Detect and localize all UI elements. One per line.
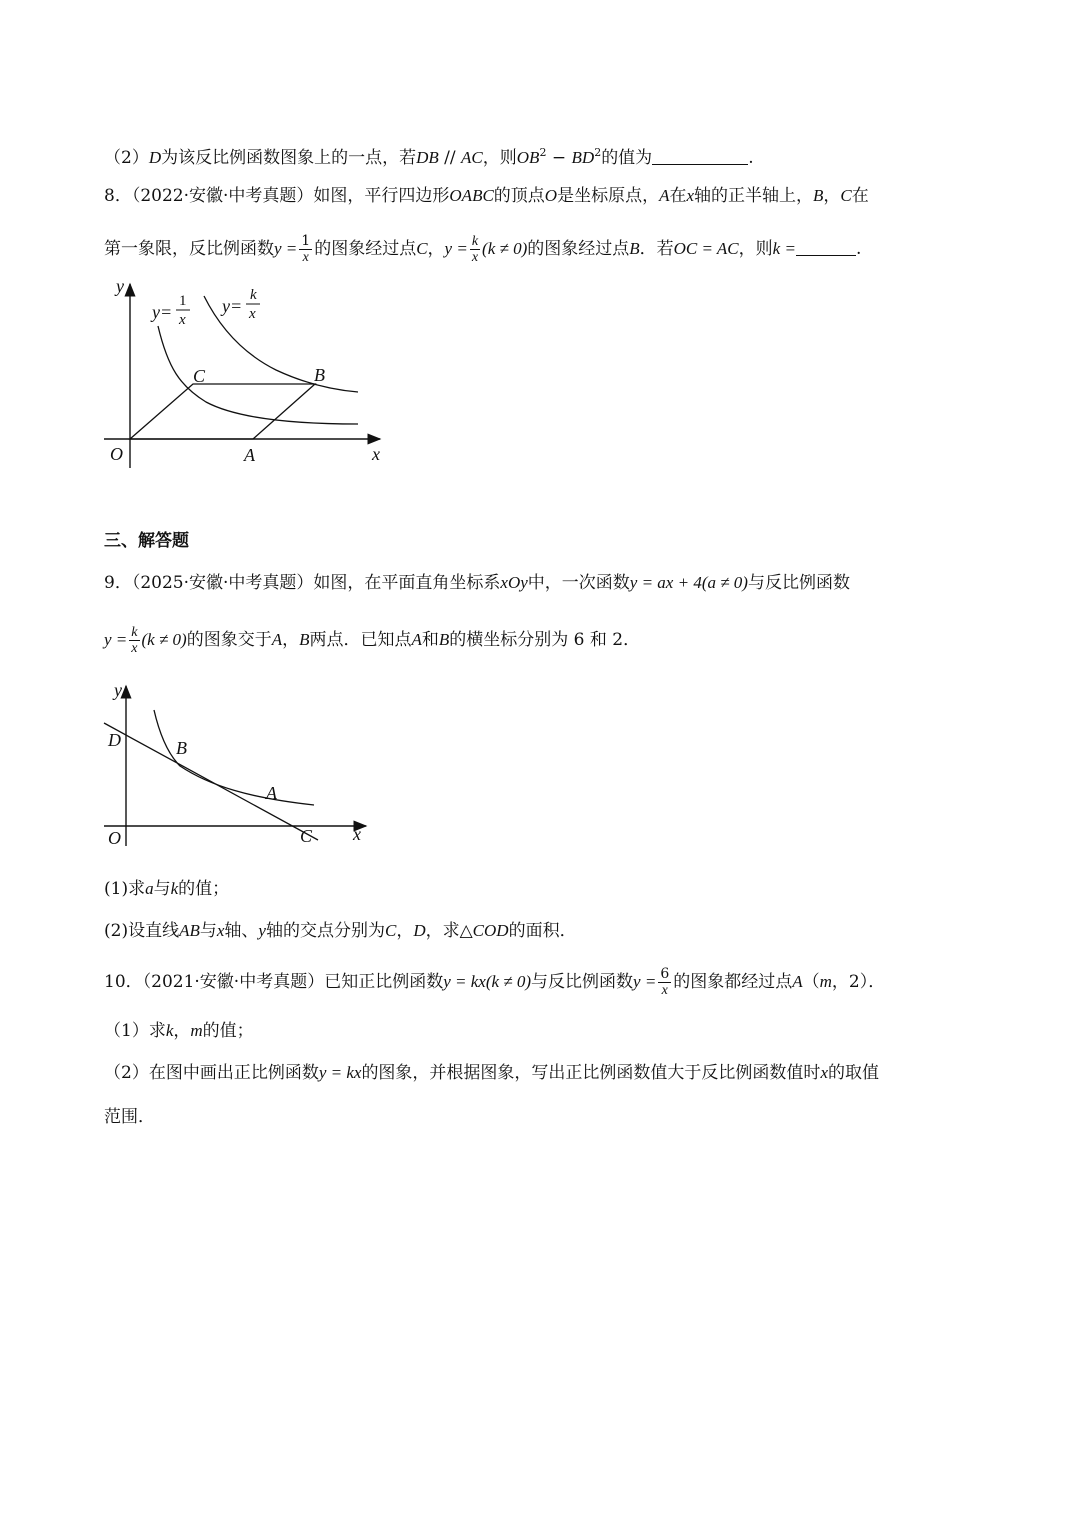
q10-part2	[104, 1060, 879, 1086]
parallelogram-oabc: OABC	[449, 186, 494, 205]
q8-number: 8．	[104, 186, 132, 206]
var-y: y	[258, 921, 266, 940]
fraction-6-over-x	[658, 967, 671, 998]
q9-part1-text: 与	[153, 879, 171, 899]
point-d: D	[148, 148, 162, 167]
point-b: B	[813, 186, 824, 205]
q8-text: 在	[669, 186, 687, 206]
q7-part2-line	[104, 140, 754, 171]
q7-text: 为该反比例函数图象上的一点，若	[161, 148, 417, 168]
q9-text: 与反比例函数	[747, 573, 850, 593]
func-ykx: y = kx	[318, 1063, 362, 1082]
fraction-k-over-x	[470, 234, 480, 265]
q8-text: 的顶点	[493, 186, 545, 206]
figure-2	[100, 680, 380, 850]
q9-text: 两点．已知点	[309, 630, 412, 650]
point-c-label: C	[193, 366, 206, 386]
comma: ，	[823, 186, 841, 206]
comma: ，	[396, 921, 414, 941]
q8-text: 在	[851, 186, 869, 206]
proportional-function: y = kx(k ≠ 0)	[443, 972, 532, 991]
q10-part2-text: 的取值	[827, 1063, 879, 1083]
q10-line-1	[104, 960, 885, 1004]
fraction-1-over-x	[299, 234, 312, 265]
q10-part1-text: （1）求	[104, 1021, 166, 1041]
y-axis-label: y	[116, 276, 124, 296]
point-b-label: B	[176, 738, 187, 758]
line-ab-ref: AB	[179, 921, 200, 940]
period: .	[855, 239, 862, 259]
point-b: B	[629, 239, 640, 258]
q9-source: （2025·安徽·中考真题）	[131, 573, 314, 593]
point-c: C	[840, 186, 852, 205]
period: .	[748, 148, 754, 168]
label-lhs: y=	[152, 302, 173, 322]
q9-part2-text: 轴的交点分别为	[265, 921, 385, 941]
label-lhs: y=	[222, 296, 243, 316]
func-lhs: y =	[444, 239, 468, 258]
exponent: 2	[539, 146, 547, 159]
answer-blank[interactable]	[796, 237, 856, 256]
parallelogram-oabc	[130, 384, 315, 439]
q9-text: 如图，在平面直角坐标系	[313, 573, 501, 593]
q10-text: 已知正比例函数	[324, 972, 444, 992]
denominator: x	[471, 250, 479, 265]
numerator: k	[471, 234, 479, 249]
numerator: 1	[301, 233, 311, 249]
q9-line-1	[104, 570, 850, 596]
q8-line-1	[104, 183, 869, 209]
curve-1-label	[150, 293, 190, 328]
q7-text: ，则	[482, 148, 517, 168]
func-lhs: y =	[633, 972, 657, 991]
point-a-label: A	[244, 445, 255, 465]
curve-2-label	[220, 287, 260, 322]
q9-part2-text: 的面积．	[508, 921, 577, 941]
var-k: k	[170, 879, 179, 898]
coord-system: xOy	[500, 573, 528, 592]
q9-text: 和	[421, 630, 439, 650]
point-a: A	[271, 630, 283, 649]
triangle-cod: COD	[472, 921, 509, 940]
q9-part1	[104, 876, 229, 902]
q8-text: 是坐标原点，	[557, 186, 660, 206]
label-numerator: k	[250, 287, 257, 303]
paren: （	[802, 972, 820, 992]
denominator: x	[661, 983, 668, 998]
point-o: O	[544, 186, 558, 205]
q9-line-2	[104, 618, 640, 662]
point-a: A	[792, 972, 803, 991]
q9-part2-text: 轴、	[224, 921, 259, 941]
point-b: B	[438, 630, 450, 649]
denominator: x	[131, 641, 138, 656]
numerator: 6	[660, 966, 670, 982]
q9-part2-text: (2)设直线	[104, 921, 180, 941]
segment-ac: AC	[461, 148, 483, 167]
q9-text: 中，一次函数	[527, 573, 630, 593]
q10-text: 的图象都经过点	[673, 972, 793, 992]
q7-part2-number: （2）	[104, 148, 149, 168]
condition-oc-ac: OC = AC	[673, 239, 739, 258]
figure-1	[100, 278, 400, 478]
q8-text: 轴的正半轴上，	[694, 186, 814, 206]
q9-text: 的横坐标分别为 6 和 2．	[449, 630, 641, 650]
q9-part2	[104, 918, 577, 944]
numerator: k	[131, 625, 138, 640]
section-heading: 三、解答题	[104, 531, 189, 551]
q8-text: 如图，平行四边形	[313, 186, 450, 206]
var-m: m	[190, 1021, 203, 1040]
var-x: x	[820, 1063, 828, 1082]
q8-text: ，则	[738, 239, 773, 259]
label-denominator: x	[249, 306, 256, 322]
q10-part2-cont: 范围．	[104, 1107, 155, 1127]
q8-text: ，	[427, 239, 445, 259]
q10-part1-text: 的值；	[202, 1021, 254, 1041]
q9-number: 9．	[104, 573, 132, 593]
k-condition: (k ≠ 0)	[482, 239, 528, 258]
comma: ，	[282, 630, 300, 650]
point-c: C	[416, 239, 428, 258]
point-d-label: D	[108, 730, 121, 750]
segment-db: DB	[416, 148, 439, 167]
q8-text: 的图象经过点	[527, 239, 630, 259]
label-denominator: x	[179, 312, 186, 328]
line-ab	[104, 723, 318, 840]
exponent: 2	[594, 146, 602, 159]
func-lhs: y =	[104, 630, 128, 649]
label-numerator: 1	[179, 293, 187, 309]
q10-text: 与反比例函数	[531, 972, 634, 992]
var-x: x	[686, 186, 695, 205]
point-c-label: C	[300, 826, 313, 846]
q8-text: 的图象经过点	[314, 239, 417, 259]
point-c: C	[384, 921, 397, 940]
q9-part1-text: (1)求	[104, 879, 146, 899]
curve-y-1-over-x	[158, 326, 358, 424]
q10-part2-text: 的图象，并根据图象，写出正比例函数值大于反比例函数值时	[361, 1063, 821, 1083]
x-axis-label: x	[353, 824, 361, 844]
k-lhs: k =	[772, 239, 796, 258]
point-a: A	[411, 630, 422, 649]
q8-text: ．若	[639, 239, 674, 259]
comma: ，	[173, 1021, 191, 1041]
segment-ob: OB	[516, 148, 540, 167]
q8-line-2	[104, 228, 861, 270]
q10-part1	[104, 1018, 254, 1044]
y-axis-label: y	[114, 680, 122, 700]
x-axis-label: x	[372, 444, 380, 464]
point-a-label: A	[266, 783, 277, 803]
func-lhs: y =	[274, 239, 298, 258]
var-k: k	[165, 1021, 174, 1040]
q7-text: 的值为	[601, 148, 653, 168]
point-d: D	[413, 921, 426, 940]
point-b: B	[299, 630, 310, 649]
segment-bd: BD	[571, 148, 595, 167]
q10-source: （2021·安徽·中考真题）	[142, 972, 325, 992]
q10-number: 10．	[104, 972, 143, 992]
origin-label: O	[110, 444, 123, 464]
q9-part1-text: 的值；	[178, 879, 230, 899]
q9-part2-text: 与	[199, 921, 217, 941]
var-m: m	[819, 972, 832, 991]
denominator: x	[302, 250, 309, 265]
q8-source: （2022·安徽·中考真题）	[131, 186, 314, 206]
q9-part2-text: ，求△	[425, 921, 473, 941]
q10-text: ，2）．	[831, 972, 886, 992]
var-x: x	[216, 921, 225, 940]
q10-part2-text: （2）在图中画出正比例函数	[104, 1063, 319, 1083]
q8-text: 第一象限，反比例函数	[104, 239, 274, 259]
q9-text: 的图象交于	[186, 630, 272, 650]
minus-sign: −	[546, 148, 572, 168]
fraction-k-over-x	[129, 625, 139, 656]
point-b-label: B	[314, 365, 325, 385]
k-condition: (k ≠ 0)	[141, 630, 187, 649]
linear-function: y = ax + 4(a ≠ 0)	[629, 573, 748, 592]
answer-blank[interactable]	[652, 146, 748, 165]
origin-label: O	[108, 828, 121, 848]
parallel-symbol: //	[438, 148, 462, 168]
var-a: a	[145, 879, 154, 898]
point-a: A	[659, 186, 670, 205]
